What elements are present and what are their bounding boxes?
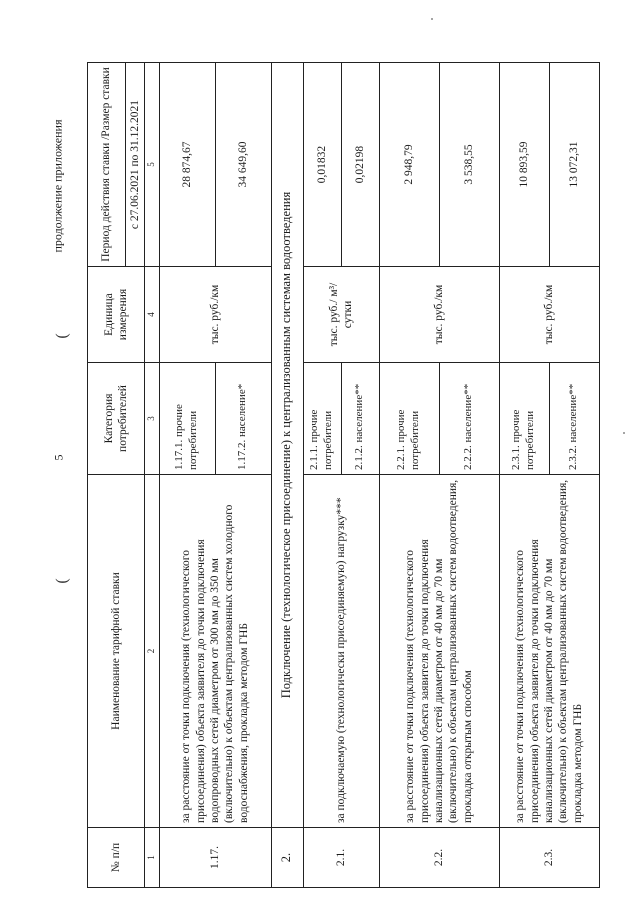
section-number: 2. <box>271 828 303 888</box>
header-period: с 27.06.2021 по 31.12.2021 <box>126 63 145 267</box>
header-unit: Единица измерения <box>88 267 145 363</box>
header-category: Категория потребителей <box>88 363 145 475</box>
rate-value: 0,02198 <box>341 63 379 267</box>
rate-value: 3 538,55 <box>439 63 499 267</box>
col-index: 3 <box>145 363 159 475</box>
scan-artifact-mark: ( <box>53 333 71 339</box>
col-index: 4 <box>145 267 159 363</box>
rate-name: за расстояние от точки подключения (технологического присоединения) объекта заявителя до точки подключения канализационных сетей диаметром от 40 мм до 70 мм (включительно) к объектам централизованных систем водоотведения, прокладка методом ГНБ <box>499 475 599 828</box>
header-name: Наименование тарифной ставки <box>88 475 145 828</box>
unit: тыс. руб./км <box>499 267 599 363</box>
col-index: 5 <box>145 63 159 267</box>
scan-dot <box>431 18 433 20</box>
unit: тыс. руб./ м³/сутки <box>303 267 379 363</box>
rate-value: 2 948,79 <box>379 63 439 267</box>
consumer-category: 1.17.1. прочие потребители <box>159 363 215 475</box>
header-row <box>88 63 126 888</box>
consumer-category: 2.1.2. население** <box>341 363 379 475</box>
rate-value: 13 072,31 <box>549 63 599 267</box>
col-index: 1 <box>145 828 159 888</box>
row-number: 1.17. <box>159 828 271 888</box>
header-num: № п/п <box>88 828 145 888</box>
table-row <box>303 63 341 888</box>
table-row <box>499 63 549 888</box>
consumer-category: 2.3.1. прочие потребители <box>499 363 549 475</box>
rate-value: 10 893,59 <box>499 63 549 267</box>
consumer-category: 1.17.2. население* <box>215 363 271 475</box>
rate-name: за расстояние от точки подключения (технологического присоединения) объекта заявителя до точки подключения канализационных сетей диаметром от 40 мм до 70 мм (включительно) к объектам централизованных систем водоотведения, прокладка открытым способом <box>379 475 499 828</box>
consumer-category: 2.2.1. прочие потребители <box>379 363 439 475</box>
consumer-category: 2.2.2. население** <box>439 363 499 475</box>
unit: тыс. руб./км <box>159 267 271 363</box>
section-row <box>271 63 303 888</box>
consumer-category: 2.1.1. прочие потребители <box>303 363 341 475</box>
col-index: 2 <box>145 475 159 828</box>
rate-value: 34 649,60 <box>215 63 271 267</box>
table-row <box>379 63 439 888</box>
scan-dot <box>623 432 625 434</box>
tariff-table <box>87 62 600 888</box>
scan-artifact-mark: ( <box>53 578 71 584</box>
table-row <box>159 63 215 888</box>
unit: тыс. руб./км <box>379 267 499 363</box>
rate-value: 28 874,67 <box>159 63 215 267</box>
page-number: 5 <box>51 454 66 461</box>
header-rate-group: Период действия ставки /Размер ставки <box>88 63 126 267</box>
section-title: Подключение (технологическое присоединение) к централизованным системам водоотведения <box>271 63 303 828</box>
continuation-text: продолжение приложения <box>50 119 65 253</box>
consumer-category: 2.3.2. население** <box>549 363 599 475</box>
rate-name: за подключаемую (технологически присоединяемую) нагрузку*** <box>303 475 379 828</box>
row-number: 2.1. <box>303 828 379 888</box>
row-number: 2.2. <box>379 828 499 888</box>
rate-name: за расстояние от точки подключения (технологического присоединения) объекта заявителя до точки подключения водопроводных сетей диаметром от 300 мм до 350 мм (включительно) к объектам централизованных систем холодного водоснабжения, прокладка методом ГНБ <box>159 475 271 828</box>
column-index-row <box>145 63 159 888</box>
row-number: 2.3. <box>499 828 599 888</box>
tariff-table-rotated <box>87 63 584 888</box>
rate-value: 0,01832 <box>303 63 341 267</box>
